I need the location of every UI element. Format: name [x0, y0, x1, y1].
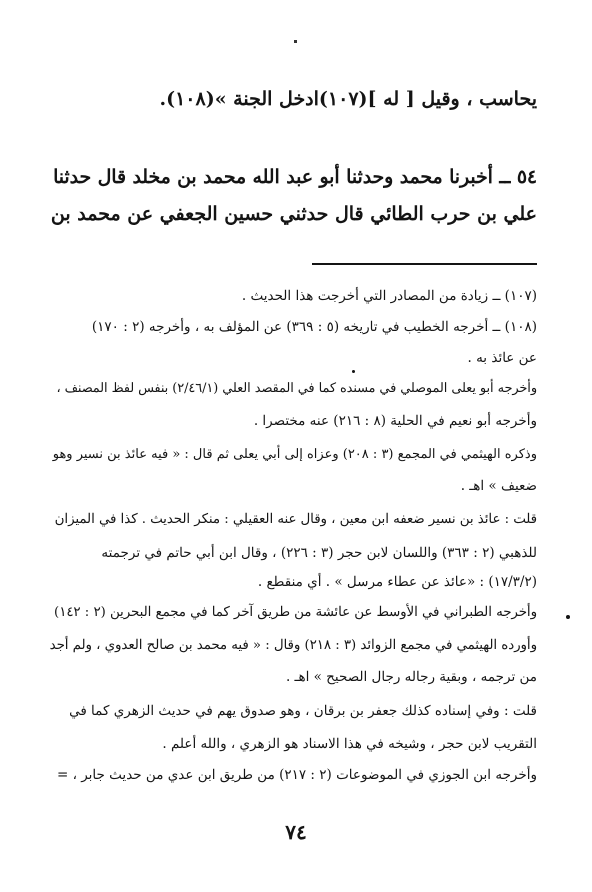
footnote-line: قلت : وفي إسناده كذلك جعفر بن برقان ، وهو صدوق يهم في حديث الزهري كما في	[69, 703, 537, 719]
footnote-line: وأخرجه الطبراني في الأوسط عن عائشة من طريق آخر كما في مجمع البحرين (٢ : ١٤٢)	[54, 605, 537, 620]
continuation-line: يحاسب ، وقيل [ له ](١٠٧)ادخل الجنة »(١٠٨).	[159, 88, 537, 110]
top-speck	[294, 40, 297, 43]
footnote-line: (١٠٧) ــ زيادة من المصادر التي أخرجت هذا الحديث .	[241, 288, 537, 304]
footnote-line: (١٧/٣/٢) : «عائذ عن عطاء مرسل » . أي منقطع .	[257, 574, 537, 590]
footnote-line: (١٠٨) ــ أخرجه الخطيب في تاريخه (٥ : ٣٦٩) عن المؤلف به ، وأخرجه (٢ : ١٧٠)	[91, 319, 537, 335]
footnote-separator	[312, 263, 537, 265]
footnote-line: قلت : عائذ بن نسير ضعفه ابن معين ، وقال عنه العقيلي : منكر الحديث . كذا في الميزان	[54, 512, 537, 527]
margin-speck	[352, 370, 355, 373]
page-number: ٧٤	[285, 820, 307, 844]
footnote-line: وأخرجه أبو يعلى الموصلي في مسنده كما في المقصد العلي (٢/٤٦/١) بنفس لفظ المصنف ،	[56, 381, 537, 396]
footnote-line: التقريب لابن حجر ، وشيخه في هذا الاسناد هو الزهري ، والله أعلم .	[162, 736, 537, 752]
footnote-line: وأخرجه أبو نعيم في الحلية (٨ : ٢١٦) عنه مختصرا .	[253, 413, 537, 429]
footnote-line: من ترجمه ، وبقية رجاله رجال الصحيح » اهـ .	[285, 669, 537, 685]
footnote-line: وأخرجه ابن الجوزي في الموضوعات (٢ : ٢١٧) من طريق ابن عدي من حديث جابر ، =	[56, 767, 537, 783]
hadith-text-line-2: علي بن حرب الطائي قال حدثني حسين الجعفي عن محمد بن	[50, 203, 537, 225]
footnote-line: وذكره الهيثمي في المجمع (٣ : ٢٠٨) وعزاه إلى أبي يعلى ثم قال : « فيه عائذ بن نسير وهو	[52, 447, 537, 462]
footnote-line: عن عائذ به .	[467, 350, 537, 366]
footnote-line: للذهبي (٢ : ٣٦٣) واللسان لابن حجر (٣ : ٢٢٦) ، وقال ابن أبي حاتم في ترجمته	[101, 545, 537, 561]
hadith-text-line-1: ٥٤ ــ أخبرنا محمد وحدثنا أبو عبد الله محمد بن مخلد قال حدثنا	[53, 166, 537, 188]
margin-speck	[566, 615, 570, 619]
footnote-line: وأورده الهيثمي في مجمع الزوائد (٣ : ٢١٨) وقال : « فيه محمد بن صالح العدوي ، ولم أجد	[49, 638, 537, 653]
footnote-line: ضعيف » اهـ .	[460, 478, 537, 494]
